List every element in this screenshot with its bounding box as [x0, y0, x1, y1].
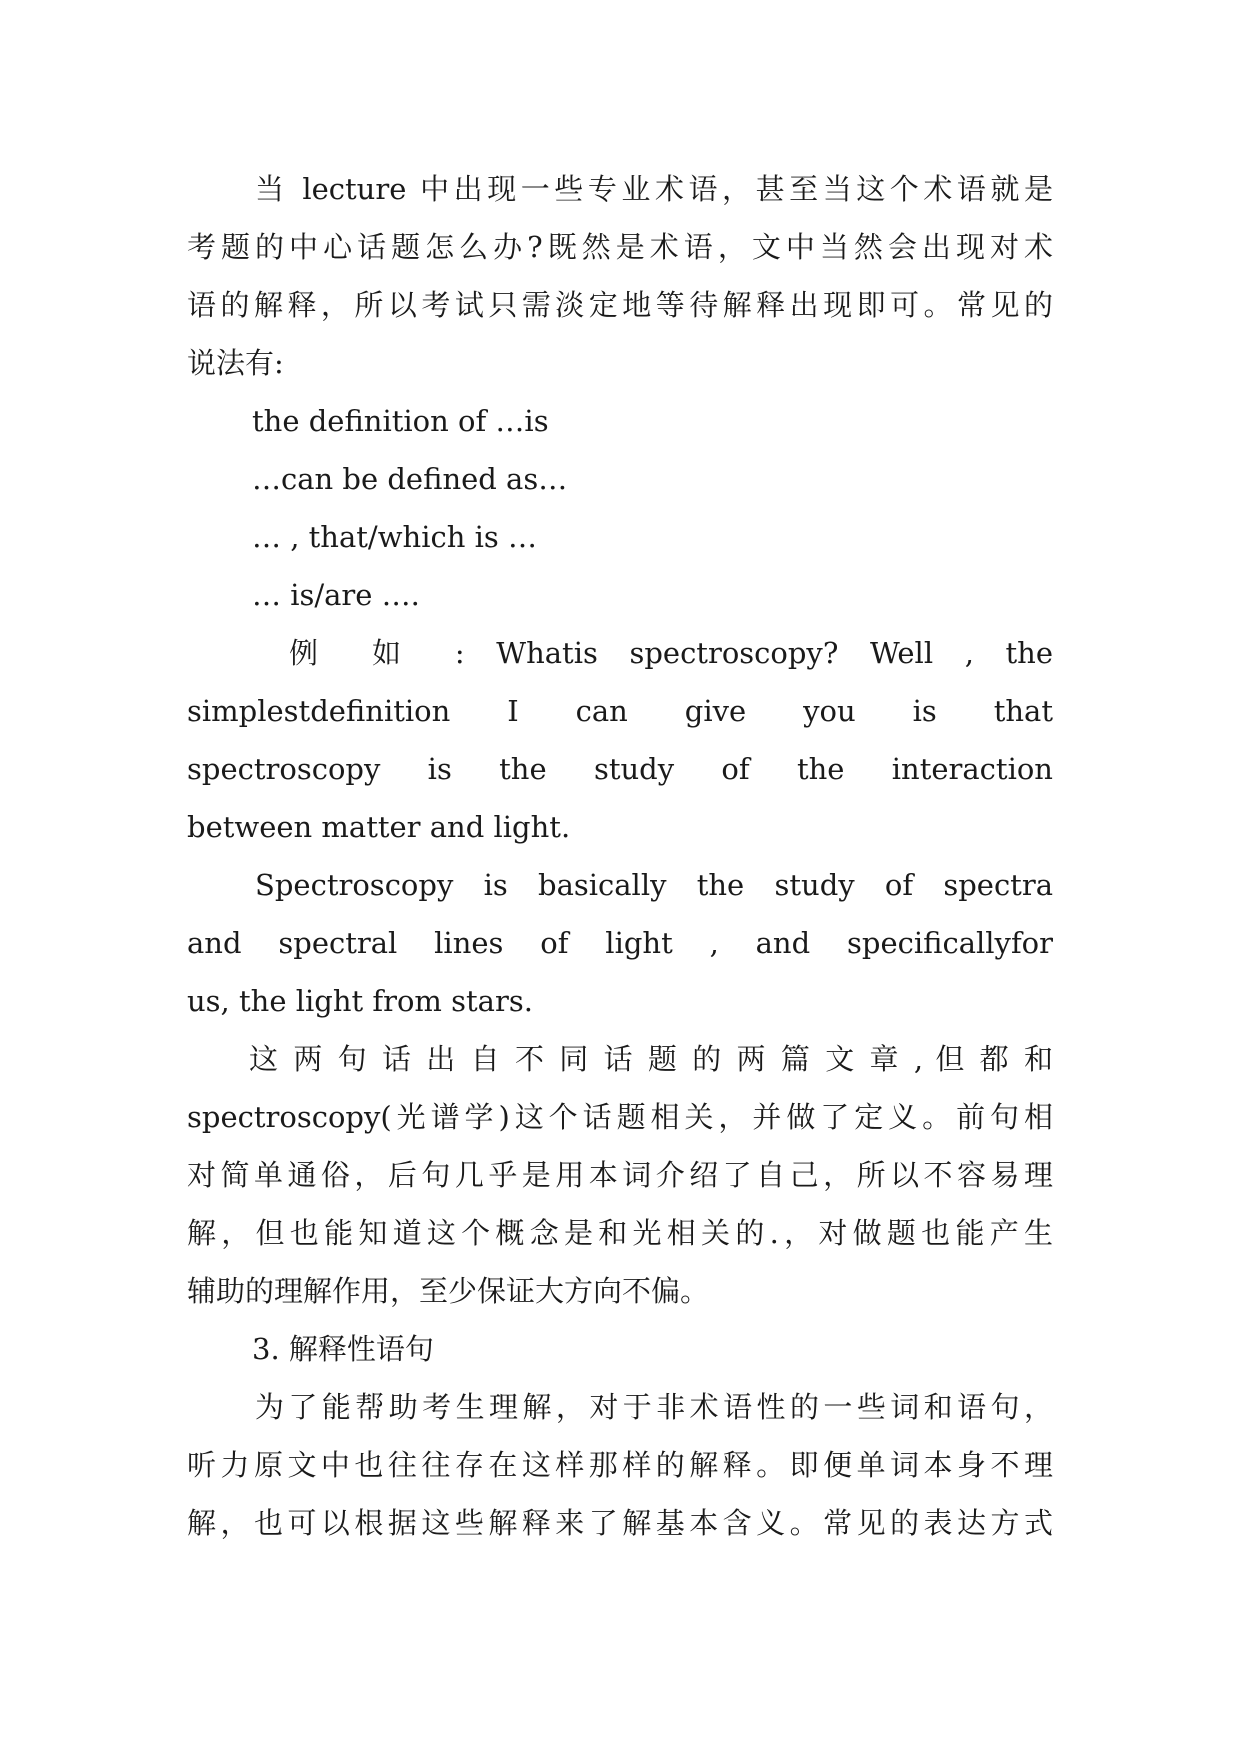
expression-2: …can be defined as… [252, 462, 568, 496]
paragraph-2-line-3: us, the light from stars. [187, 984, 533, 1018]
section-3-heading: 3. 解释性语句 [252, 1332, 434, 1366]
paragraph-1-line-2: 考题的中心话题怎么办?既然是术语，文中当然会出现对术 [187, 230, 1053, 264]
paragraph-3-line-1: 这 两 句 话 出 自 不 同 话 题 的 两 篇 文 章 , 但 都 和 [249, 1042, 1053, 1076]
paragraph-1-line-1: 当 lecture 中出现一些专业术语，甚至当这个术语就是 [255, 172, 1053, 206]
paragraph-3-line-5: 辅助的理解作用，至少保证大方向不偏。 [187, 1274, 710, 1308]
paragraph-2-line-2: and spectral lines of light , and specificallyfor [187, 926, 1053, 960]
paragraph-4-line-3: 解，也可以根据这些解释来了解基本含义。常见的表达方式 [187, 1506, 1053, 1540]
paragraph-3-line-2: spectroscopy(光谱学)这个话题相关，并做了定义。前句相 [187, 1100, 1053, 1134]
expression-1: the definition of …is [252, 404, 549, 438]
expression-3: … , that/which is … [252, 520, 537, 554]
paragraph-3-line-3: 对简单通俗，后句几乎是用本词介绍了自己，所以不容易理 [187, 1158, 1053, 1192]
paragraph-3-line-4: 解，但也能知道这个概念是和光相关的.，对做题也能产生 [187, 1216, 1053, 1250]
expression-4: … is/are …. [252, 578, 420, 612]
paragraph-2-line-1: Spectroscopy is basically the study of spectra [255, 868, 1053, 902]
example-line-2: simplestdefinition I can give you is that [187, 694, 1053, 728]
paragraph-4-line-1: 为了能帮助考生理解，对于非术语性的一些词和语句， [255, 1390, 1053, 1424]
paragraph-1-line-3: 语的解释，所以考试只需淡定地等待解释出现即可。常见的 [187, 288, 1053, 322]
paragraph-4-line-2: 听力原文中也往往存在这样那样的解释。即便单词本身不理 [187, 1448, 1053, 1482]
example-line-3: spectroscopy is the study of the interaction [187, 752, 1053, 786]
example-line-4: between matter and light. [187, 810, 571, 844]
paragraph-1-line-4: 说法有: [187, 346, 284, 380]
document-page [187, 160, 1053, 1552]
example-line-1: 例 如 : Whatis spectroscopy? Well , the [289, 636, 1053, 670]
